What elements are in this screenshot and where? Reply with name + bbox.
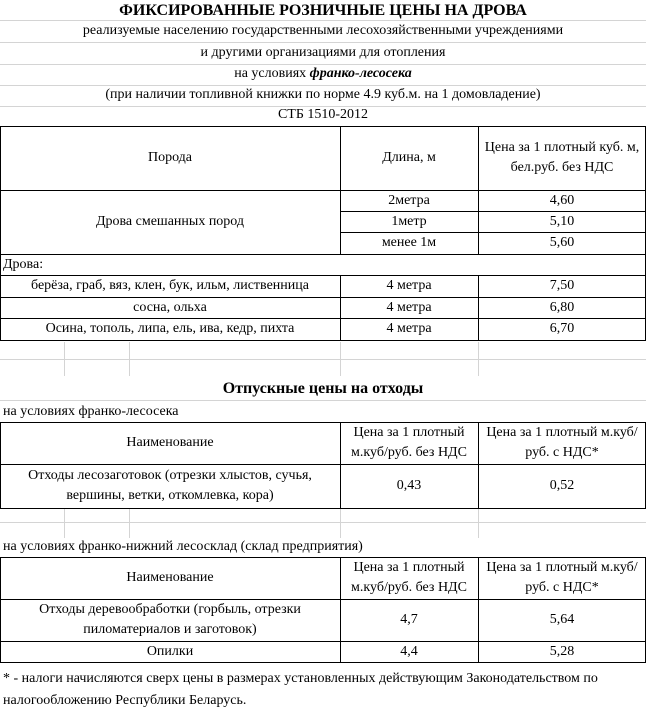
mixed-price-1: 4,60 bbox=[549, 192, 575, 208]
waste2-row-1-no-vat: 4,7 bbox=[400, 612, 418, 627]
waste2-header-no-vat: Цена за 1 плотный м.куб/руб. без НДС bbox=[351, 560, 467, 595]
waste-condition-2: на условиях франко-нижний лесосклад (склад предприятия) bbox=[3, 539, 363, 554]
subtitle-line-1: реализуемые населению государственными лесохозяйственными учреждениями bbox=[82, 23, 564, 38]
mixed-length-3: менее 1м bbox=[381, 235, 437, 250]
waste1-header-name: Наименование bbox=[126, 435, 214, 450]
page-title: ФИКСИРОВАННЫЕ РОЗНИЧНЫЕ ЦЕНЫ НА ДРОВА bbox=[119, 2, 527, 19]
mixed-species-name: Дрова смешанных пород bbox=[95, 214, 245, 229]
footnote: * - налоги начисляются сверх цены в размерах установленных действующим Законодательством по налогообложению Республики Беларусь. bbox=[3, 671, 598, 708]
condition-emphasis: франко-лесосека bbox=[309, 66, 412, 81]
mixed-price-2: 5,10 bbox=[549, 213, 575, 229]
species-row-1: берёза, граб, вяз, клен, бук, ильм, лиственница bbox=[31, 278, 309, 293]
waste1-header-no-vat: Цена за 1 плотный м.куб/руб. без НДС bbox=[351, 425, 467, 460]
length-row-3: 4 метра bbox=[386, 321, 432, 336]
price-row-2: 6,80 bbox=[549, 299, 575, 315]
waste2-row-2-name: Опилки bbox=[146, 643, 194, 659]
species-row-3: Осина, тополь, липа, ель, ива, кедр, пихта bbox=[45, 321, 295, 336]
waste2-row-1-with-vat: 5,64 bbox=[549, 612, 575, 627]
mixed-length-1: 2метра bbox=[388, 192, 430, 208]
firewood-group-label: Дрова: bbox=[3, 256, 44, 272]
length-row-1: 4 метра bbox=[386, 278, 432, 293]
waste1-header-with-vat: Цена за 1 плотный м.куб/руб. с НДС* bbox=[486, 425, 638, 460]
waste-condition-1: на условиях франко-лесосека bbox=[3, 403, 179, 419]
length-row-2: 4 метра bbox=[386, 299, 432, 315]
subtitle-line-4: (при наличии топливной книжки по норме 4.9 куб.м. на 1 домовладение) bbox=[105, 87, 541, 102]
header-price: Цена за 1 плотный куб. м, бел.руб. без НДС bbox=[484, 140, 640, 175]
standard-code: СТБ 1510-2012 bbox=[277, 107, 369, 122]
waste1-row-with-vat: 0,52 bbox=[549, 478, 575, 493]
waste1-row-no-vat: 0,43 bbox=[396, 478, 422, 493]
waste1-row-name: Отходы лесозаготовок (отрезки хлыстов, сучья, вершины, ветки, откомлевка, кора) bbox=[28, 468, 312, 503]
waste2-row-1-name: Отходы деревообработки (горбыль, отрезки пиломатериалов и заготовок) bbox=[39, 602, 301, 637]
mixed-price-3: 5,60 bbox=[549, 235, 575, 250]
header-species: Порода bbox=[147, 150, 193, 165]
species-row-2: сосна, ольха bbox=[133, 299, 207, 315]
waste2-row-2-with-vat: 5,28 bbox=[549, 643, 575, 659]
mixed-length-2: 1метр bbox=[391, 213, 427, 229]
condition-prefix: на условиях bbox=[234, 66, 310, 81]
subtitle-line-2: и другими организациями для отопления bbox=[200, 45, 446, 60]
waste2-row-2-no-vat: 4,4 bbox=[400, 643, 418, 659]
subtitle-line-3 bbox=[0, 66, 646, 82]
waste2-header-name: Наименование bbox=[126, 570, 214, 585]
price-row-1: 7,50 bbox=[549, 278, 575, 293]
waste2-header-with-vat: Цена за 1 плотный м.куб/руб. с НДС* bbox=[486, 560, 638, 595]
price-row-3: 6,70 bbox=[549, 321, 575, 336]
header-length: Длина, м bbox=[382, 150, 436, 165]
waste-title: Отпускные цены на отходы bbox=[222, 380, 424, 397]
